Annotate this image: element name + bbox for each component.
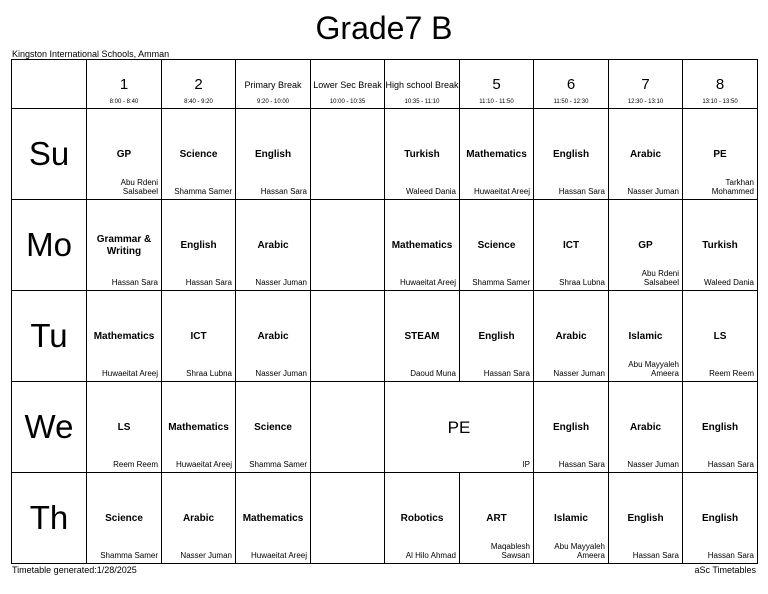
- lesson-subject: Grammar & Writing: [96, 234, 152, 257]
- lesson-subject: English: [552, 422, 590, 433]
- day-label: Tu: [30, 317, 68, 354]
- day-row: [12, 291, 758, 382]
- period-header: [609, 60, 683, 109]
- period-time: 8:40 - 9:20: [184, 99, 213, 105]
- period-time: 11:50 - 12:30: [553, 99, 589, 105]
- lesson-cell: [385, 200, 460, 291]
- lesson-subject: Arabic: [182, 513, 215, 524]
- period-header: [236, 60, 311, 109]
- lesson-cell: [460, 200, 534, 291]
- day-row: [12, 382, 758, 473]
- header-row: [12, 60, 758, 109]
- day-row: [12, 200, 758, 291]
- lesson-cell: [162, 291, 236, 382]
- period-header: [162, 60, 236, 109]
- lesson-subject: Turkish: [702, 240, 738, 251]
- lesson-subject: Arabic: [257, 331, 289, 342]
- lesson-teacher: Nasser Juman: [180, 551, 232, 560]
- lesson-teacher: Huwaeitat Areej: [175, 460, 232, 469]
- lesson-cell: [460, 109, 534, 200]
- lesson-subject: English: [478, 331, 515, 342]
- lesson-subject: Arabic: [555, 331, 587, 342]
- lesson-cell: [236, 473, 311, 564]
- lesson-subject: English: [254, 149, 292, 160]
- lesson-teacher: Daoud Muna: [410, 369, 456, 378]
- lesson-subject: English: [552, 149, 590, 160]
- lesson-subject: Science: [105, 513, 143, 524]
- lesson-subject: Science: [477, 240, 516, 251]
- period-label: 1: [119, 76, 129, 93]
- lesson-subject: ART: [486, 513, 507, 524]
- period-time: 10:00 - 10:35: [329, 99, 366, 105]
- lesson-cell: [460, 473, 534, 564]
- lesson-subject: English: [701, 422, 739, 433]
- lesson-teacher: Abu Rdeni Salsabeel: [120, 178, 158, 196]
- lesson-teacher: Nasser Juman: [627, 460, 679, 469]
- lesson-teacher: Huwaeitat Areej: [250, 551, 307, 560]
- lesson-teacher: Huwaeitat Areej: [399, 278, 456, 287]
- lesson-cell: [236, 109, 311, 200]
- lesson-subject: Mathematics: [93, 331, 155, 342]
- lesson-subject: Arabic: [257, 240, 289, 251]
- lesson-cell: [236, 291, 311, 382]
- lesson-teacher: Abu Rdeni Salsabeel: [641, 269, 679, 287]
- lesson-teacher: Shamma Samer: [100, 551, 158, 560]
- lesson-subject: English: [701, 513, 739, 524]
- lesson-cell: [534, 109, 609, 200]
- lesson-teacher: Shraa Lubna: [186, 369, 232, 378]
- period-label: High school Break: [385, 80, 459, 90]
- lesson-subject: ICT: [190, 331, 207, 342]
- period-label: 7: [641, 76, 650, 93]
- lesson-teacher: Shamma Samer: [249, 460, 307, 469]
- lesson-subject: Arabic: [629, 149, 662, 160]
- lesson-subject: Robotics: [400, 513, 444, 524]
- lesson-subject: LS: [117, 422, 131, 433]
- lesson-teacher: Hassan Sara: [707, 460, 754, 469]
- lesson-cell: [534, 473, 609, 564]
- lesson-cell: [385, 109, 460, 200]
- lesson-teacher: Nasser Juman: [553, 369, 605, 378]
- empty-cell: [311, 473, 385, 564]
- period-time: 10:35 - 11:10: [404, 99, 440, 105]
- lesson-subject: English: [180, 240, 217, 251]
- lesson-subject: Mathematics: [168, 422, 229, 433]
- lesson-cell: [609, 291, 683, 382]
- day-label: Th: [29, 499, 69, 536]
- lesson-teacher: Nasser Juman: [627, 187, 679, 196]
- lesson-cell: [683, 473, 758, 564]
- period-time: 8:00 - 8:40: [109, 99, 139, 105]
- lesson-teacher: Abu Mayyaleh Ameera: [554, 542, 605, 560]
- lesson-teacher: Reem Reem: [709, 369, 754, 378]
- timetable: [11, 59, 758, 564]
- lesson-teacher: Maqablesh Sawsan: [490, 542, 530, 560]
- lesson-teacher: Hassan Sara: [558, 187, 605, 196]
- lesson-subject: PE: [713, 149, 727, 160]
- lesson-teacher: Hassan Sara: [483, 369, 530, 378]
- lesson-cell: [609, 473, 683, 564]
- day-label: Su: [28, 135, 70, 172]
- lesson-cell: [87, 291, 162, 382]
- lesson-teacher: Hassan Sara: [260, 187, 307, 196]
- empty-cell: [311, 291, 385, 382]
- period-label: 5: [492, 76, 501, 93]
- page-title: Grade7 B: [315, 10, 453, 46]
- lesson-teacher: Tarkhan Mohammed: [711, 178, 754, 196]
- empty-cell: [311, 109, 385, 200]
- period-time: 12:30 - 13:10: [627, 99, 664, 105]
- lesson-cell: [385, 473, 460, 564]
- lesson-subject: Mathematics: [391, 240, 453, 251]
- day-cell: [12, 382, 87, 473]
- lesson-subject: Arabic: [629, 422, 662, 433]
- period-header: [683, 60, 758, 109]
- lesson-teacher: Al Hilo Ahmad: [405, 551, 456, 560]
- lesson-cell: [683, 382, 758, 473]
- lesson-teacher: Abu Mayyaleh Ameera: [628, 360, 679, 378]
- lesson-teacher: Nasser Juman: [255, 278, 307, 287]
- day-cell: [12, 200, 87, 291]
- period-header: [311, 60, 385, 109]
- lesson-subject: ICT: [562, 240, 580, 251]
- lesson-subject: English: [627, 513, 664, 524]
- lesson-cell: [534, 382, 609, 473]
- lesson-teacher: Hassan Sara: [111, 278, 158, 287]
- lesson-teacher: Reem Reem: [113, 460, 158, 469]
- lesson-cell: [87, 382, 162, 473]
- lesson-teacher: Waleed Dania: [704, 278, 754, 287]
- lesson-cell: [236, 200, 311, 291]
- lesson-teacher: Hassan Sara: [558, 460, 605, 469]
- lesson-cell: [683, 291, 758, 382]
- period-time: 9:20 - 10:00: [256, 99, 290, 105]
- lesson-subject: Islamic: [554, 513, 588, 524]
- corner-cell: [12, 60, 87, 109]
- lesson-teacher: Hassan Sara: [185, 278, 232, 287]
- day-row: [12, 109, 758, 200]
- lesson-teacher: Huwaeitat Areej: [101, 369, 158, 378]
- lesson-subject: PE: [447, 418, 471, 437]
- lesson-subject: Science: [179, 149, 218, 160]
- lesson-cell: [87, 473, 162, 564]
- period-time: 11:10 - 11:50: [479, 99, 514, 105]
- lesson-cell: [534, 200, 609, 291]
- lesson-cell: [162, 473, 236, 564]
- lesson-subject: Islamic: [628, 331, 663, 342]
- period-label: 2: [194, 76, 203, 93]
- day-label: We: [24, 408, 74, 445]
- lesson-subject: Turkish: [404, 149, 440, 160]
- period-time: 13:10 - 13:50: [702, 99, 738, 105]
- period-header: [87, 60, 162, 109]
- lesson-cell: [683, 200, 758, 291]
- lesson-subject: Mathematics: [242, 513, 304, 524]
- period-header: [534, 60, 609, 109]
- day-label: Mo: [26, 226, 72, 263]
- lesson-teacher: Hassan Sara: [632, 551, 679, 560]
- lesson-teacher: Nasser Juman: [255, 369, 307, 378]
- period-label: 8: [715, 76, 725, 93]
- lesson-subject: STEAM: [404, 331, 440, 342]
- lesson-subject: GP: [638, 240, 653, 251]
- lesson-teacher: Waleed Dania: [406, 187, 456, 196]
- empty-cell: [311, 200, 385, 291]
- lesson-cell: [162, 200, 236, 291]
- lesson-cell: [385, 382, 534, 473]
- day-row: [12, 473, 758, 564]
- lesson-cell: [162, 382, 236, 473]
- lesson-cell: [609, 109, 683, 200]
- lesson-teacher: Hassan Sara: [707, 551, 754, 560]
- period-header: [385, 60, 460, 109]
- lesson-cell: [162, 109, 236, 200]
- lesson-cell: [385, 291, 460, 382]
- lesson-teacher: Shraa Lubna: [559, 278, 605, 287]
- generated-date: Timetable generated:1/28/2025: [12, 565, 137, 575]
- software-credit: aSc Timetables: [694, 565, 756, 575]
- lesson-cell: [683, 109, 758, 200]
- lesson-cell: [236, 382, 311, 473]
- day-cell: [12, 109, 87, 200]
- period-label: Primary Break: [244, 80, 302, 90]
- period-header: [460, 60, 534, 109]
- day-cell: [12, 291, 87, 382]
- lesson-subject: GP: [116, 149, 132, 160]
- lesson-subject: Mathematics: [466, 149, 527, 160]
- lesson-subject: Science: [254, 422, 292, 433]
- lesson-cell: [87, 200, 162, 291]
- lesson-cell: [534, 291, 609, 382]
- lesson-teacher: Shamma Samer: [174, 187, 232, 196]
- period-label: 6: [566, 76, 576, 93]
- lesson-cell: [609, 200, 683, 291]
- lesson-teacher: Huwaeitat Areej: [473, 187, 530, 196]
- period-label: Lower Sec Break: [313, 80, 382, 90]
- empty-cell: [311, 382, 385, 473]
- lesson-teacher: Shamma Samer: [472, 278, 530, 287]
- lesson-cell: [609, 382, 683, 473]
- day-cell: [12, 473, 87, 564]
- lesson-subject: LS: [713, 331, 727, 342]
- lesson-cell: [460, 291, 534, 382]
- school-name: Kingston International Schools, Amman: [12, 49, 170, 59]
- lesson-teacher: IP: [522, 460, 530, 469]
- lesson-cell: [87, 109, 162, 200]
